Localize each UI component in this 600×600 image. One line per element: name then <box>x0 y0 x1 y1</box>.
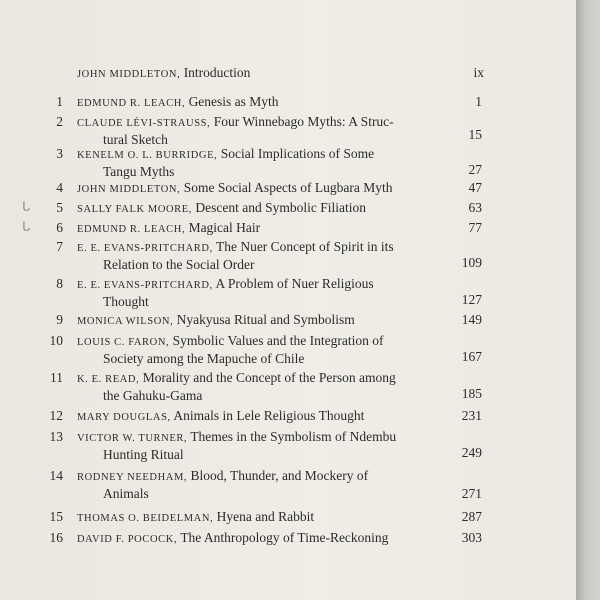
toc-title: Nyakyusa Ritual and Symbolism <box>176 312 355 327</box>
toc-intro-text <box>77 64 250 83</box>
toc-title-continued: tural Sketch <box>103 132 168 147</box>
toc-entry-number: 7 <box>56 239 63 254</box>
toc-title: Themes in the Symbolism of Ndembu <box>190 429 397 444</box>
toc-title-continued: Thought <box>103 294 149 309</box>
toc-title: A Problem of Nuer Religious <box>215 276 374 291</box>
toc-title-continued: Animals <box>103 486 149 501</box>
pencil-check-mark-icon: ᒐ <box>22 200 31 215</box>
toc-page-number: 77 <box>468 220 482 235</box>
toc-page-number: ix <box>473 65 484 80</box>
toc-entry-number: 2 <box>56 114 63 129</box>
toc-page-number: 127 <box>461 292 482 307</box>
toc-title: Introduction <box>183 65 251 80</box>
toc-author: MONICA WILSON, <box>77 316 174 327</box>
toc-entry-number: 4 <box>56 180 63 195</box>
toc-title-continued: Society among the Mapuche of Chile <box>103 351 305 366</box>
toc-author: VICTOR W. TURNER, <box>77 433 188 444</box>
toc-author: LOUIS C. FARON, <box>77 337 170 348</box>
toc-page-number: 109 <box>461 255 482 270</box>
toc-page-number: 63 <box>468 200 482 215</box>
toc-author: RODNEY NEEDHAM, <box>77 472 188 483</box>
toc-page-number: 271 <box>461 486 482 501</box>
toc-title: The Anthropology of Time-Reckoning <box>180 530 389 545</box>
toc-title-continued: Relation to the Social Order <box>103 257 255 272</box>
toc-title: Four Winnebago Myths: A Struc- <box>213 114 394 129</box>
toc-author: E. E. EVANS-PRITCHARD, <box>77 280 213 291</box>
toc-author: KENELM O. L. BURRIDGE, <box>77 150 218 161</box>
toc-entry-number: 9 <box>56 312 63 327</box>
toc-title: Genesis as Myth <box>188 94 279 109</box>
toc-page-number: 303 <box>461 530 482 545</box>
toc-entry-number: 13 <box>49 429 63 444</box>
toc-entry-number: 1 <box>56 94 63 109</box>
toc-title-continued: Tangu Myths <box>103 164 175 179</box>
toc-title: Symbolic Values and the Integration of <box>172 333 384 348</box>
toc-entry-number: 12 <box>49 408 63 423</box>
toc-entry-number: 10 <box>49 333 63 348</box>
toc-title: Blood, Thunder, and Mockery of <box>190 468 369 483</box>
toc-entry-number: 5 <box>56 200 63 215</box>
toc-title: Magical Hair <box>188 220 261 235</box>
toc-page-number: 27 <box>468 162 482 177</box>
toc-page-number: 1 <box>475 94 482 109</box>
toc-title: Morality and the Concept of the Person among <box>142 370 396 385</box>
toc-author: SALLY FALK MOORE, <box>77 204 193 215</box>
toc-page-number: 15 <box>468 127 482 142</box>
toc-title: Social Implications of Some <box>220 146 375 161</box>
pencil-check-mark-icon: ᒐ <box>22 220 31 235</box>
toc-author: THOMAS O. BEIDELMAN, <box>77 513 214 524</box>
toc-author: JOHN MIDDLETON, <box>77 184 181 195</box>
toc-entry-number: 14 <box>49 468 63 483</box>
toc-entry-number: 6 <box>56 220 63 235</box>
toc-page-number: 249 <box>461 445 482 460</box>
toc-author: EDMUND R. LEACH, <box>77 224 186 235</box>
toc-title: Some Social Aspects of Lugbara Myth <box>183 180 393 195</box>
toc-author: DAVID F. POCOCK, <box>77 534 178 545</box>
toc-author: EDMUND R. LEACH, <box>77 98 186 109</box>
toc-page-number: 287 <box>461 509 482 524</box>
toc-title-continued: Hunting Ritual <box>103 447 184 462</box>
toc-author: E. E. EVANS-PRITCHARD, <box>77 243 213 254</box>
toc-author: JOHN MIDDLETON, <box>77 69 181 80</box>
toc-page-number: 149 <box>461 312 482 327</box>
toc-entry-number: 8 <box>56 276 63 291</box>
toc-entry-number: 3 <box>56 146 63 161</box>
toc-title-continued: the Gahuku-Gama <box>103 388 203 403</box>
toc-author: CLAUDE LÉVI-STRAUSS, <box>77 118 211 129</box>
toc-author: MARY DOUGLAS, <box>77 412 171 423</box>
toc-page-number: 167 <box>461 349 482 364</box>
toc-author: K. E. READ, <box>77 374 140 385</box>
toc-title: Descent and Symbolic Filiation <box>195 200 367 215</box>
toc-page-number: 185 <box>461 386 482 401</box>
toc-title: The Nuer Concept of Spirit in its <box>215 239 394 254</box>
toc-entry-number: 15 <box>49 509 63 524</box>
page-edge <box>576 0 600 600</box>
toc-entry-number: 16 <box>49 530 63 545</box>
toc-entry-number: 11 <box>50 370 63 385</box>
toc-page-number: 47 <box>468 180 482 195</box>
toc-title: Animals in Lele Religious Thought <box>173 408 365 423</box>
toc-page-number: 231 <box>461 408 482 423</box>
toc-title: Hyena and Rabbit <box>216 509 315 524</box>
